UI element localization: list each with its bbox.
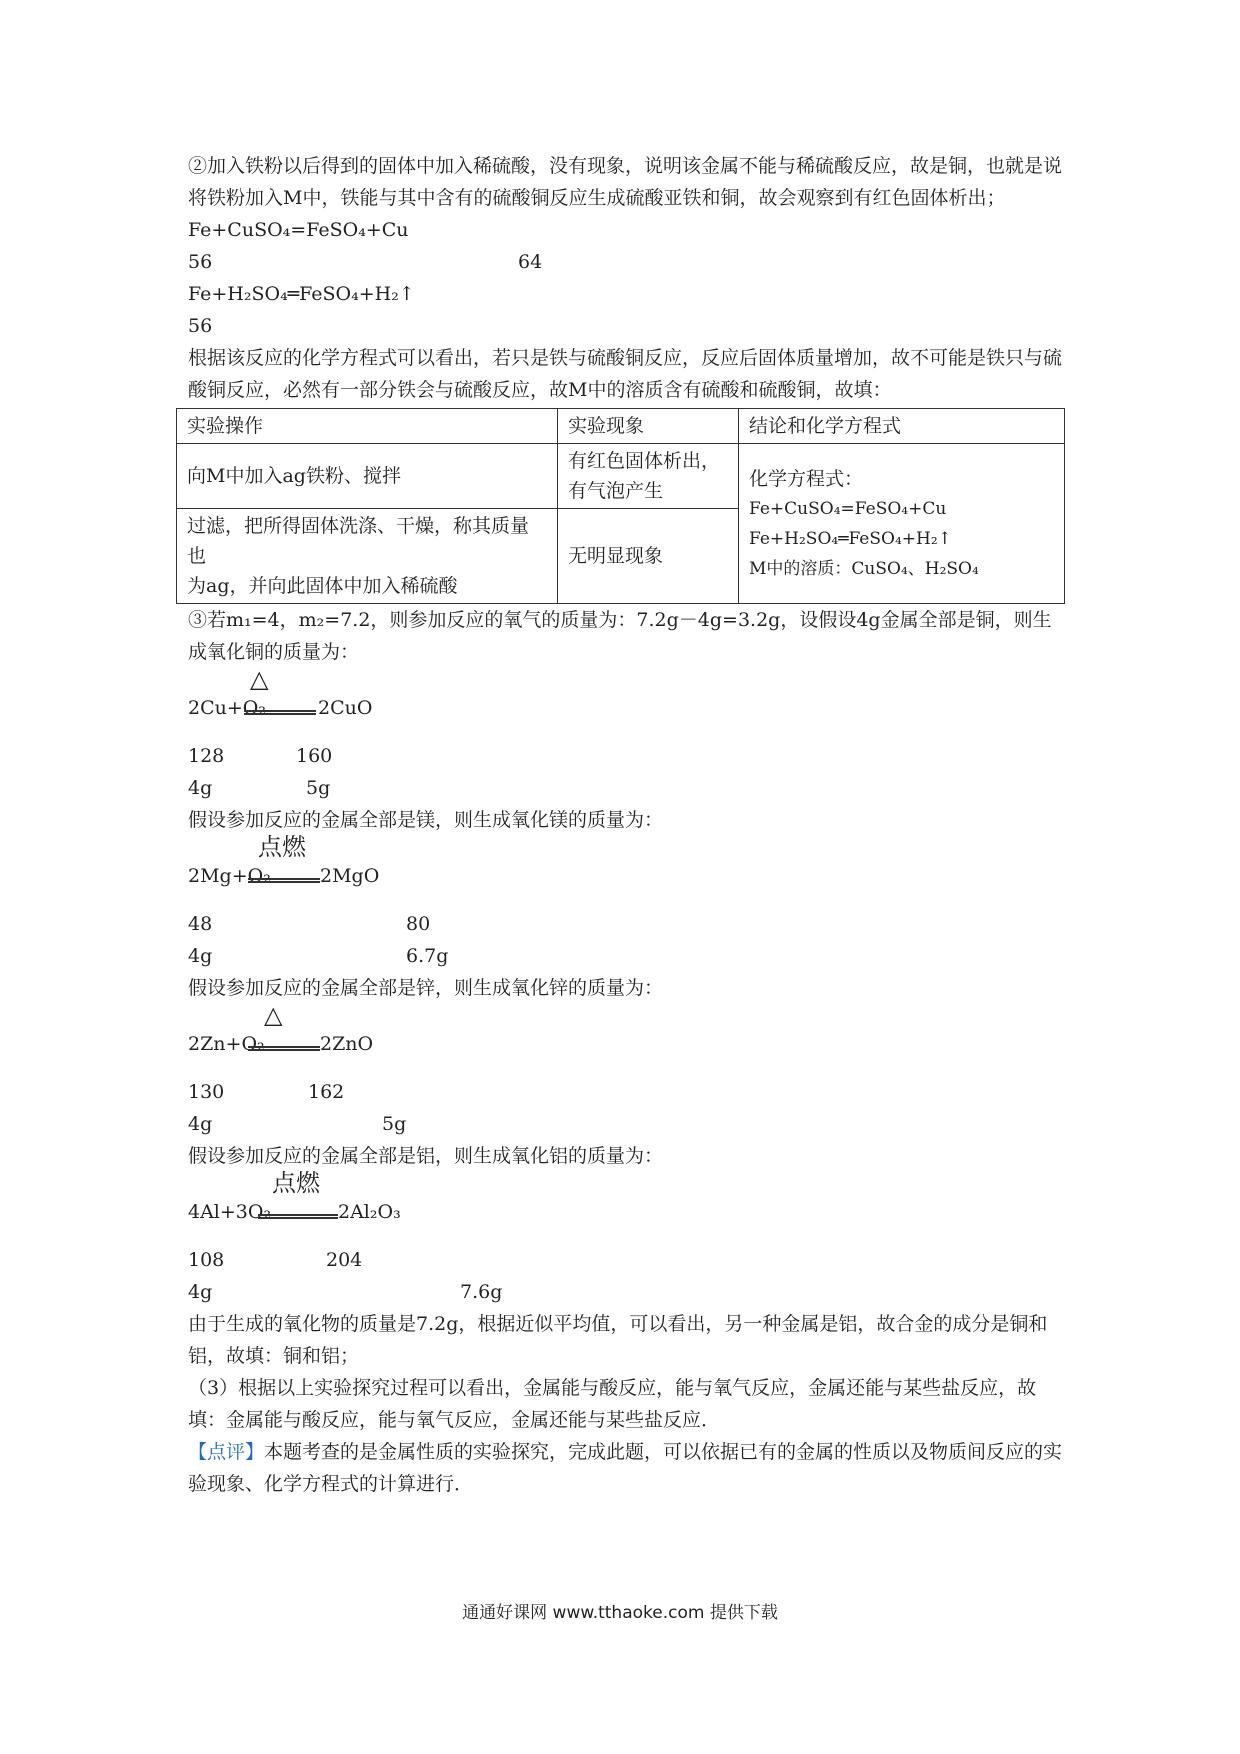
mass-row-mg	[188, 908, 1068, 940]
table-header: 实验操作	[177, 409, 558, 444]
gram-value: 7.6g	[460, 1281, 503, 1303]
mass-value: 56	[188, 315, 213, 337]
mass-value: 160	[296, 745, 333, 767]
table-cell: 无明显现象	[558, 509, 739, 604]
table-row	[177, 444, 1065, 509]
condition-heat-icon: △	[250, 665, 269, 693]
mass-value: 56	[188, 251, 213, 273]
reactants: 2Cu+O₂	[188, 697, 266, 719]
mass-value: 64	[518, 251, 543, 273]
gram-row-cu	[188, 772, 1068, 804]
mass-row-fe-cuso4	[188, 246, 1068, 278]
gram-row-zn	[188, 1108, 1068, 1140]
table-cell: 向M中加入ag铁粉、搅拌	[177, 444, 558, 509]
paragraph-oxygen-mass: ③若m₁=4，m₂=7.2，则参加反应的氧气的质量为：7.2g－4g=3.2g，设假设4g金属全部是铜，则生成氧化铜的质量为：	[188, 609, 1052, 663]
table-cell-conclusion	[739, 444, 1065, 604]
gram-value: 4g	[188, 1281, 213, 1303]
gram-row-al	[188, 1276, 1068, 1308]
gram-value: 5g	[382, 1113, 407, 1135]
mass-row-zn	[188, 1076, 1068, 1108]
mass-value: 162	[308, 1081, 345, 1103]
cell-line: M中的溶质：CuSO₄、H₂SO₄	[749, 558, 979, 579]
mass-value: 204	[326, 1249, 363, 1271]
equals-bar	[258, 1214, 338, 1219]
gram-value: 4g	[188, 777, 213, 799]
comment-text: 本题考查的是金属性质的实验探究，完成此题，可以依据已有的金属的性质以及物质间反应的实验现象、化学方程式的计算进行．	[188, 1441, 1063, 1495]
reactants: 4Al+3O₂	[188, 1201, 272, 1223]
mass-row-fe-h2so4	[188, 310, 1068, 342]
comment-label: 【点评】	[188, 1441, 265, 1463]
mass-value: 80	[406, 913, 431, 935]
paragraph-zn-intro: 假设参加反应的金属全部是锌，则生成氧化锌的质量为：	[188, 977, 664, 999]
table-header: 实验现象	[558, 409, 739, 444]
products: 2CuO	[318, 697, 373, 719]
condition-ignite: 点燃	[272, 1169, 320, 1197]
reactants: 2Mg+O₂	[188, 865, 271, 887]
mass-value: 130	[188, 1081, 225, 1103]
products: 2MgO	[320, 865, 380, 887]
condition-ignite: 点燃	[258, 833, 306, 861]
equation-fe-cuso4: Fe+CuSO₄=FeSO₄+Cu	[188, 219, 409, 241]
equation-cu	[188, 665, 1068, 724]
cell-line: Fe+CuSO₄=FeSO₄+Cu	[749, 498, 947, 519]
gram-value: 6.7g	[406, 945, 449, 967]
equation-al	[188, 1169, 1068, 1228]
gram-row-mg	[188, 940, 1068, 972]
paragraph-part3: （3）根据以上实验探究过程可以看出，金属能与酸反应，能与氧气反应，金属还能与某些盐反应，故填：金属能与酸反应，能与氧气反应，金属还能与某些盐反应．	[188, 1377, 1037, 1431]
experiment-table	[176, 408, 1065, 604]
paragraph-iron-copper: ②加入铁粉以后得到的固体中加入稀硫酸，没有现象，说明该金属不能与稀硫酸反应，故是铜，也就是说将铁粉加入M中，铁能与其中含有的硫酸铜反应生成硫酸亚铁和铜，故会观察到有红色固体析出；	[188, 155, 1063, 209]
equals-bar	[248, 878, 320, 883]
equals-bar	[248, 1046, 320, 1051]
cell-line: Fe+H₂SO₄═FeSO₄+H₂↑	[749, 528, 952, 549]
condition-heat-icon: △	[264, 1001, 283, 1029]
cell-line: 化学方程式：	[749, 467, 864, 490]
table-header-row	[177, 409, 1065, 444]
cell-line: 为ag，并向此固体中加入稀硫酸	[187, 575, 458, 597]
equals-bar	[244, 710, 316, 715]
cell-line: 过滤，把所得固体洗涤、干燥，称其质量也	[187, 515, 530, 567]
gram-value: 5g	[306, 777, 331, 799]
mass-row-cu	[188, 740, 1068, 772]
mass-value: 48	[188, 913, 213, 935]
table-cell	[177, 509, 558, 604]
equation-zn	[188, 1001, 1068, 1060]
products: 2ZnO	[320, 1033, 374, 1055]
paragraph-al-intro: 假设参加反应的金属全部是铝，则生成氧化铝的质量为：	[188, 1145, 664, 1167]
gram-value: 4g	[188, 1113, 213, 1135]
cell-line: 有气泡产生	[568, 480, 664, 502]
reactants: 2Zn+O₂	[188, 1033, 265, 1055]
cell-line: 有红色固体析出，	[568, 450, 721, 472]
mass-row-al	[188, 1244, 1068, 1276]
table-header: 结论和化学方程式	[739, 409, 1065, 444]
table-cell	[558, 444, 739, 509]
paragraph-mg-intro: 假设参加反应的金属全部是镁，则生成氧化镁的质量为：	[188, 809, 664, 831]
paragraph-alloy-answer: 由于生成的氧化物的质量是7.2g，根据近似平均值，可以看出，另一种金属是铝，故合金的成分是铜和铝，故填：铜和铝；	[188, 1313, 1048, 1367]
paragraph-comment	[188, 1436, 1068, 1500]
paragraph-conclusion: 根据该反应的化学方程式可以看出，若只是铁与硫酸铜反应，反应后固体质量增加，故不可能是铁只与硫酸铜反应，必然有一部分铁会与硫酸反应，故M中的溶质含有硫酸和硫酸铜，故填：	[188, 347, 1063, 401]
mass-value: 108	[188, 1249, 225, 1271]
equation-fe-h2so4: Fe+H₂SO₄═FeSO₄+H₂↑	[188, 283, 415, 305]
footer-credit: 通通好课网 www.tthaoke.com 提供下载	[462, 1603, 778, 1623]
mass-value: 128	[188, 745, 225, 767]
equation-mg	[188, 833, 1068, 892]
gram-value: 4g	[188, 945, 213, 967]
products: 2Al₂O₃	[338, 1201, 401, 1223]
document-body	[188, 150, 1068, 1500]
